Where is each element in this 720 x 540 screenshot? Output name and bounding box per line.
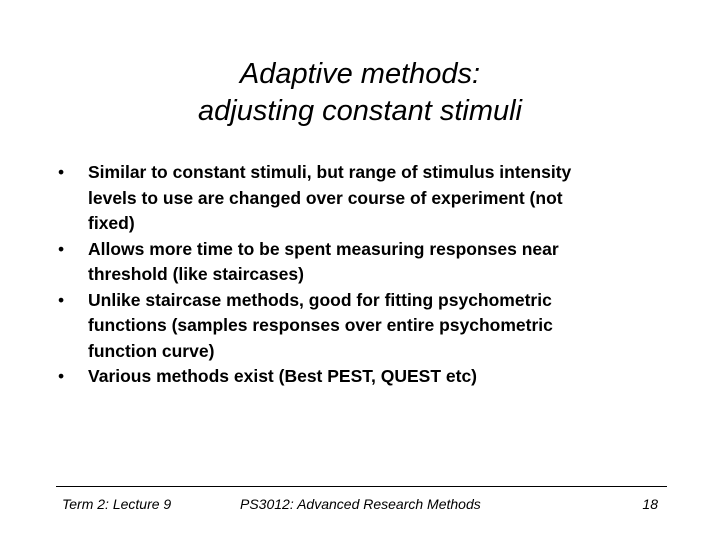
slide-title-line-2: adjusting constant stimuli [198,95,522,127]
bullet-item [52,364,662,390]
bullet-icon: • [58,366,65,386]
bullet-icon: • [58,238,65,259]
footer-course-title: PS3012: Advanced Research Methods [240,496,481,512]
footer-divider [56,486,667,487]
bullet-text-line: Allows more time to be spent measuring responses near [88,238,559,259]
footer-page-number: 18 [642,496,658,512]
bullet-icon: • [58,162,65,182]
bullet-text-line: Unlike staircase methods, good for fitting psychometric [88,289,552,310]
bullet-text-line: Various methods exist (Best PEST, QUEST etc) [88,366,477,386]
bullet-icon: • [58,289,65,310]
bullet-text-line: Similar to constant stimuli, but range of stimulus intensity [88,162,572,182]
bullet-item [52,160,662,237]
bullet-text-line: functions (samples responses over entire psychometric [88,315,553,335]
footer-lecture-label: Term 2: Lecture 9 [62,496,172,512]
bullet-text-line: levels to use are changed over course of experiment (not [88,187,563,208]
bullet-item [52,237,662,288]
bullet-list [52,160,662,390]
bullet-text-line: fixed) [88,213,135,233]
bullet-text-line: function curve) [88,340,215,361]
slide-title [60,56,660,130]
bullet-item [52,288,662,365]
bullet-text-line: threshold (like staircases) [88,264,304,284]
slide-title-line-1: Adaptive methods: [239,58,481,90]
